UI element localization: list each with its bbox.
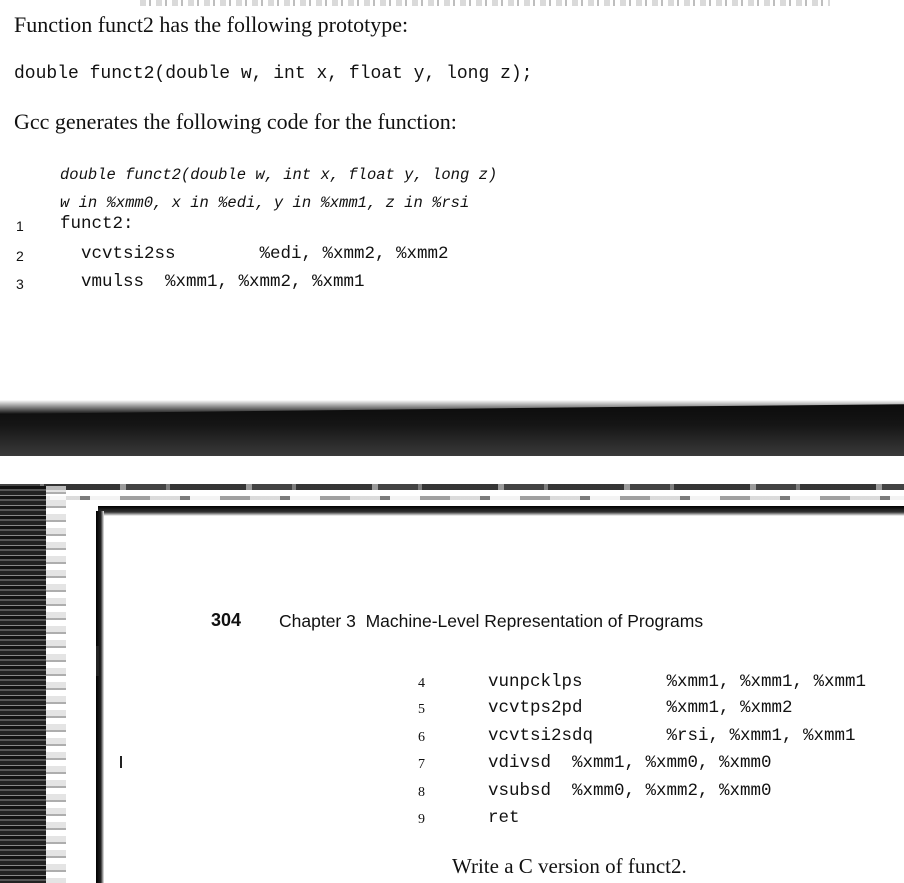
code-line: vsubsd %xmm0, %xmm2, %xmm0 xyxy=(488,781,772,801)
line-number: 3 xyxy=(16,276,24,292)
page-frame-shadow xyxy=(98,506,904,516)
code-line: vdivsd %xmm1, %xmm0, %xmm0 xyxy=(488,753,772,773)
code-comment-signature: double funct2(double w, int x, float y, long z) xyxy=(60,166,498,184)
scan-speck xyxy=(120,756,122,768)
code-line: vcvtsi2sdq %rsi, %xmm1, %xmm1 xyxy=(488,726,856,746)
page-frame-shadow xyxy=(96,511,104,883)
chapter-header: Chapter 3 Machine-Level Representation of Programs xyxy=(279,611,704,631)
code-line: vcvtsi2ss %edi, %xmm2, %xmm2 xyxy=(60,244,449,264)
code-line: vmulss %xmm1, %xmm2, %xmm1 xyxy=(60,272,365,292)
intro-text: Function funct2 has the following prototype: xyxy=(14,12,409,37)
function-prototype: double funct2(double w, int x, float y, long z); xyxy=(14,64,533,84)
scan-edge xyxy=(20,496,904,500)
line-number: 2 xyxy=(16,248,24,264)
code-comment-registers: w in %xmm0, x in %edi, y in %xmm1, z in %rsi xyxy=(60,194,470,212)
code-line: vunpcklps %xmm1, %xmm1, %xmm1 xyxy=(488,672,867,692)
line-number: 9 xyxy=(418,812,425,827)
scan-edge xyxy=(0,484,904,490)
code-line: ret xyxy=(488,808,520,828)
line-number: 5 xyxy=(418,702,425,717)
gcc-note: Gcc generates the following code for the function: xyxy=(14,109,457,134)
line-number: 7 xyxy=(418,757,425,772)
scan-divider-band xyxy=(0,400,904,456)
line-number: 6 xyxy=(418,730,425,745)
page-number: 304 xyxy=(211,610,242,630)
bottom-page-scan xyxy=(0,456,904,883)
scan-speck xyxy=(96,646,99,676)
code-line: vcvtps2pd %xmm1, %xmm2 xyxy=(488,698,793,718)
code-line: funct2: xyxy=(60,214,134,234)
top-page-scan xyxy=(0,0,904,400)
scan-noise xyxy=(140,0,830,6)
line-number: 8 xyxy=(418,785,425,800)
line-number: 1 xyxy=(16,218,24,234)
scan-edge xyxy=(46,486,66,883)
line-number: 4 xyxy=(418,676,425,691)
scan-edge xyxy=(0,486,46,883)
exercise-prompt: Write a C version of funct2. xyxy=(452,854,687,878)
